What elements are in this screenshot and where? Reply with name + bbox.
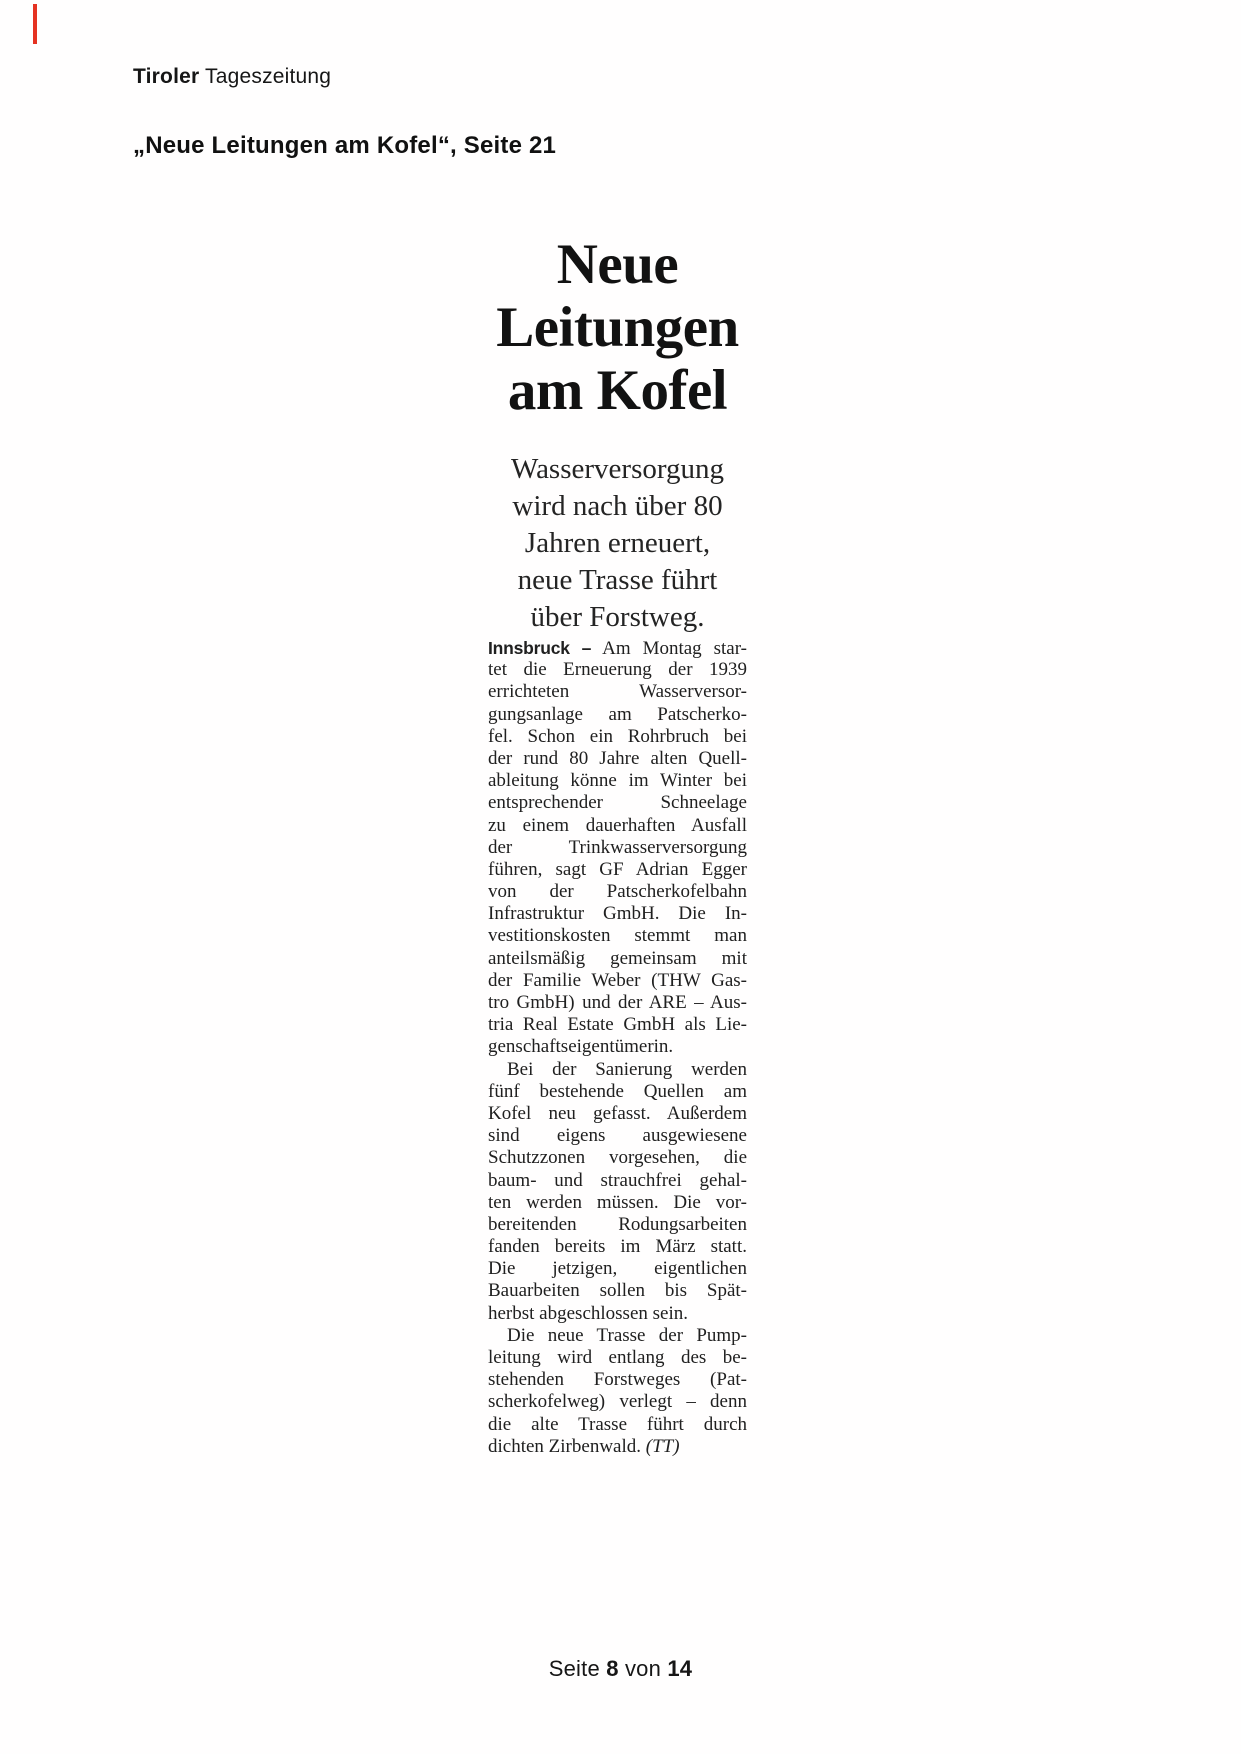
body-line: tro GmbH) und der ARE – Aus- (488, 992, 747, 1013)
page-number-footer (0, 1656, 1241, 1682)
body-line: zu einem dauerhaften Ausfall (488, 814, 747, 836)
body-line: Innsbruck – Am Montag star- (488, 638, 748, 659)
article-headline (488, 233, 747, 422)
headline-line: Neue (556, 233, 679, 296)
body-line: gungsanlage am Patscherko- (488, 703, 747, 725)
article-body (488, 637, 747, 1458)
body-line: errichteten Wasserversor- (488, 681, 747, 703)
headline-line: Leitungen (496, 296, 739, 359)
newspaper-name (133, 64, 331, 90)
body-line: sind eigens ausgewiesene (488, 1125, 747, 1147)
body-line: Schutzzonen vorgesehen, die (488, 1147, 747, 1169)
footer-total-pages: 14 (667, 1656, 693, 1681)
body-line: der rund 80 Jahre alten Quell- (488, 747, 747, 769)
author-credit: (TT) (641, 1435, 680, 1457)
red-scan-mark (33, 4, 37, 44)
body-line: leitung wird entlang des be- (488, 1347, 747, 1368)
body-line: herbst abgeschlossen sein. (488, 1302, 688, 1324)
body-line: vestitionskosten stemmt man (488, 925, 747, 947)
newspaper-name-bold: Tiroler (133, 65, 200, 88)
body-line: stehenden Forstweges (Pat- (488, 1369, 747, 1391)
body-line: Kofel neu gefasst. Außerdem (488, 1102, 747, 1124)
body-line: ten werden müssen. Die vor- (488, 1191, 747, 1213)
subheadline-line: neue Trasse führt (517, 564, 718, 596)
body-line: von der Patscherkofelbahn (488, 881, 747, 903)
footer-current-page: 8 (606, 1656, 619, 1681)
body-line: fel. Schon ein Rohrbruch bei (488, 725, 747, 747)
dateline: Innsbruck – (488, 638, 592, 658)
body-line: Bauarbeiten sollen bis Spät- (488, 1280, 747, 1302)
body-line: Infrastruktur GmbH. Die In- (488, 903, 747, 925)
body-line: fanden bereits im März statt. (488, 1236, 747, 1258)
article-column (488, 233, 747, 1458)
body-line: der Trinkwasserversorgung (488, 836, 747, 858)
body-line: scherkofelweg) verlegt – denn (488, 1391, 747, 1413)
body-line: genschaftseigentümerin. (488, 1036, 674, 1058)
body-line: führen, sagt GF Adrian Egger (488, 858, 747, 880)
body-line: die alte Trasse führt durch (488, 1413, 747, 1435)
body-line: ableitung könne im Winter bei (488, 770, 747, 792)
body-line: bereitenden Rodungsarbeiten (488, 1213, 747, 1235)
body-line: Bei der Sanierung werden (507, 1058, 747, 1080)
article-subheadline (488, 451, 747, 636)
subheadline-line: Jahren erneuert, (524, 527, 711, 559)
article-reference-title: „Neue Leitungen am Kofel“, Seite 21 (133, 132, 557, 159)
subheadline-line: über Forstweg. (530, 601, 705, 633)
body-line: anteilsmäßig gemeinsam mit (488, 947, 747, 969)
body-line: tria Real Estate GmbH als Lie- (488, 1014, 747, 1036)
subheadline-line: wird nach über 80 (512, 490, 723, 522)
body-line: tet die Erneuerung der 1939 (488, 659, 747, 681)
footer-label-page: Seite (548, 1656, 600, 1681)
body-line: der Familie Weber (THW Gas- (488, 969, 747, 991)
body-line: dichten Zirbenwald. (TT) (488, 1435, 680, 1457)
footer-label-of: von (624, 1656, 662, 1681)
body-line: Die jetzigen, eigentlichen (488, 1258, 747, 1280)
body-line: Die neue Trasse der Pump- (507, 1324, 747, 1346)
subheadline-line: Wasserversorgung (511, 453, 724, 485)
newspaper-name-rest: Tageszeitung (199, 65, 332, 88)
body-line: entsprechender Schneelage (488, 792, 747, 814)
body-line: fünf bestehende Quellen am (488, 1080, 747, 1102)
body-line: baum- und strauchfrei gehal- (488, 1169, 747, 1191)
headline-line: am Kofel (507, 359, 728, 422)
